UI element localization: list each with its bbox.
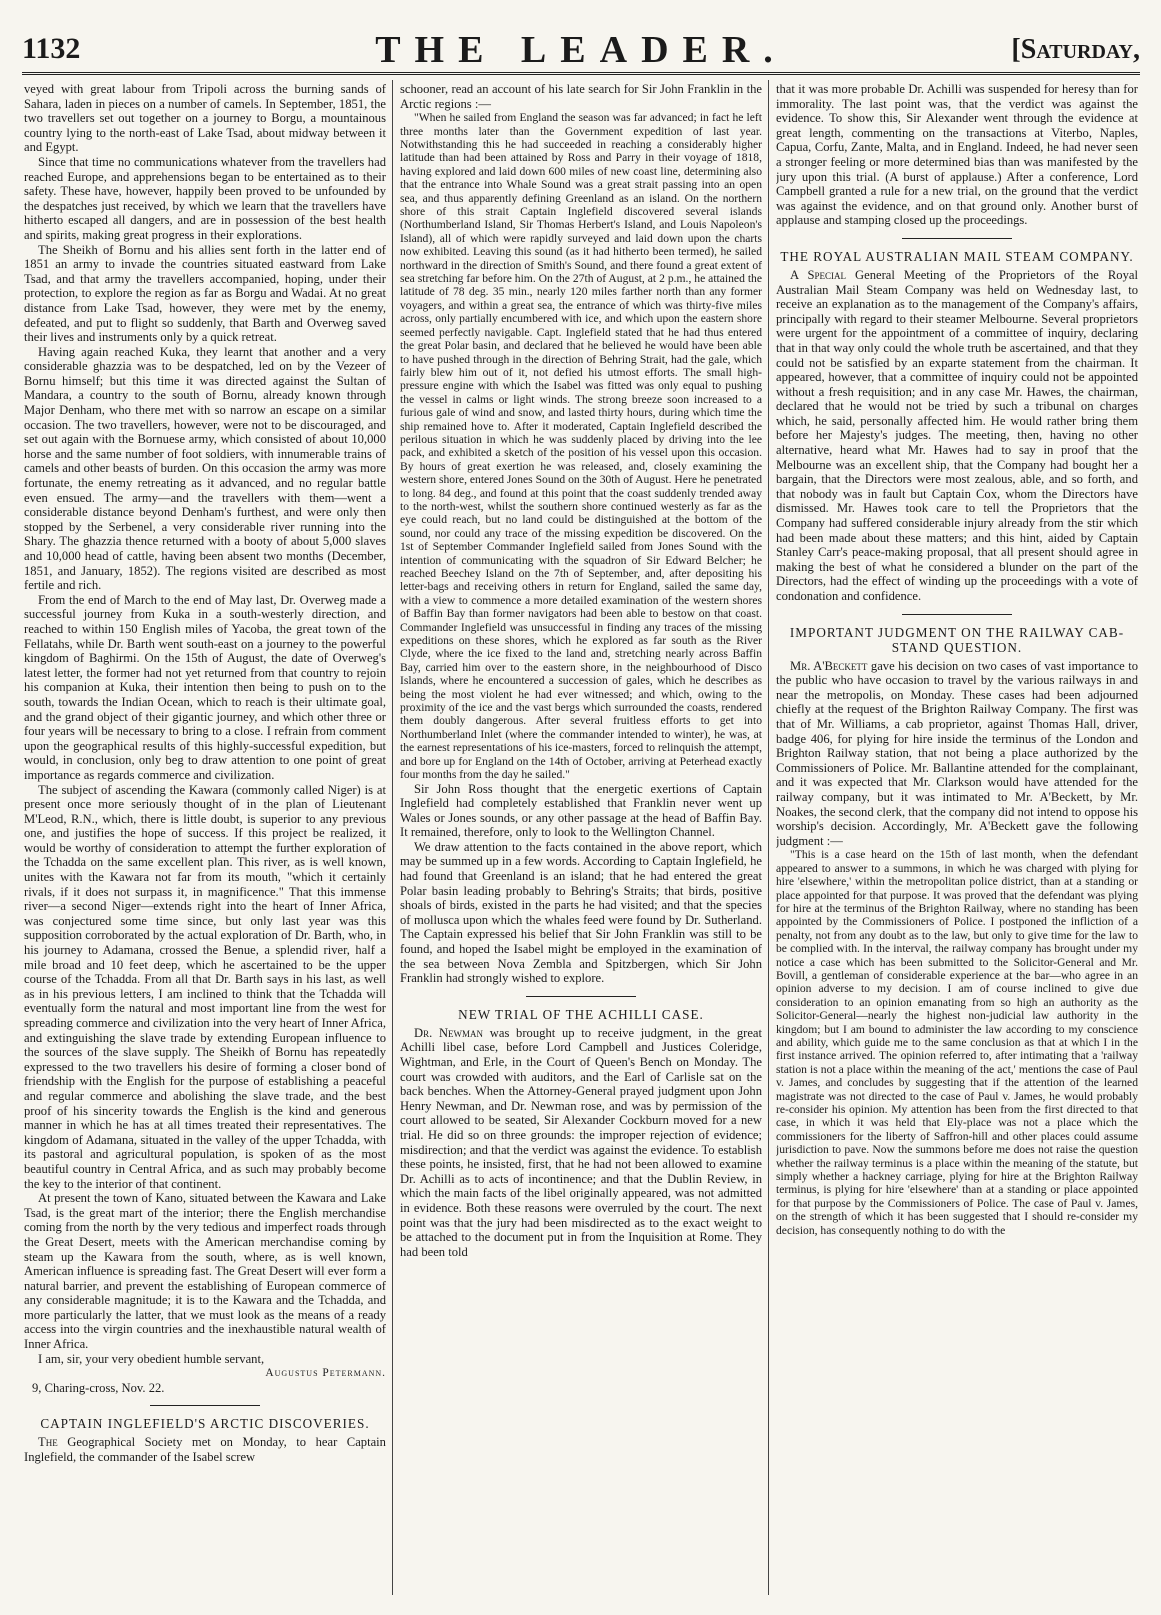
- col2-paragraph: Sir John Ross thought that the energetic exertions of Captain Inglefield had completely established that Franklin never went up Wales or Jones sounds, or any other passage at the head of Baffin Bay. It remained, therefore, only to look to the Wellington Channel.: [400, 781, 762, 840]
- mail-text: General Meeting of the Proprietors of the Royal Australian Mail Steam Company was held on Wednesday last, to receive an explanation as to the management of the Company's affairs, principally with regard to their steamer Melbourne. Several proprietors were urgent for the appointment of a committee of inquiry, declaring that in that way only could the whole truth be ascertained, and that they could not be satisfied by an exparte statement from the chairman. It appeared, however, that a committee of inquiry could not be appointed without a fresh requisition; and in any case Mr. Hawes, the chairman, declared that he would not be tried by such a tribunal on charges which, he said, personally affected him. He would rather bring them before her Majesty's judges. The meeting, then, having no other alternative, heard what Mr. Hawes had to say in proof that the Melbourne was an excellent ship, that the Company had bought her a bargain, that the Directors were most zealous, able, and so forth, and that nobody was in fault but Captain Cox, whom the Directors have dismissed. Mr. Hawes took care to tell the Proprietors that the Company had suffered considerable injury already from the stir which had been made about these matters; and this hint, aided by Captain Stanley Carr's peace-making proposal, that all present should agree in making the best of what he considered a blunder on the part of the Directors, had the effect of winding up the proceedings with a vote of condonation and confidence.: [776, 267, 1138, 603]
- section-rule: [902, 614, 1012, 615]
- achilli-heading: NEW TRIAL OF THE ACHILLI CASE.: [458, 1006, 704, 1022]
- judgment-lead-word: Mr. A'Beckett: [790, 658, 868, 673]
- col1-paragraph: The subject of ascending the Kawara (commonly called Niger) is at present once more seriously thought of in the plan of Lieutenant M'Leod, R.N., which, there is little doubt, is superior to any previous one, and justifies the hope of success. If this project be realized, it would be worthy of consideration to attempt the further exploration of the Tchadda on the same excellent plan. This river, as is well known, unites with the Kawara not far from its mouth, "which it certainly rivals, if it does not surpass it, in magnificence." That this immense river—a second Niger—extends right into the heart of Inner Africa, was conjectured some time since, but only last year was this supposition corroborated by the actual exploration of Dr. Barth, who, in his journey to Adamana, crossed the Benue, a splendid river, half a mile broad and 10 feet deep, which he ascertained to be the upper course of the Tchadda. From all that Dr. Barth says in his last, as well as in his previous letters, I am inclined to think that the Tchadda will eventually form the natural and most important line from the west for spreading commerce and civilization into the very heart of Inner Africa, and extinguishing the slave trade by extending European influence to the sources of the slave supply. The Sheikh of Bornu has repeatedly expressed to the two travellers his desire of forming a closer bond of friendship with the English for the purpose of establishing a peaceful and regular commerce and abolishing the slave trade, and the best proof of his sincerity towards the English is the kind and generous manner in which he has at all times treated their representatives. The kingdom of Adamana, situated in the valley of the upper Tchadda, with its pastoral and agricultural population, is spoken of as the most beautiful country in Central Africa, and as such may probably become the key to the interior of that continent.: [24, 782, 386, 1191]
- column-2: [400, 82, 762, 1592]
- page-number: 1132: [22, 32, 81, 65]
- masthead: [22, 28, 1140, 71]
- col1-paragraph: Having again reached Kuka, they learnt that another and a very considerable ghazzia was to be despatched, led on by the Vezeer of Bornu himself; but this time it was directed against the Sultan of Mandara, a country to the south of Bornu, already known through Major Denham, who there met with so narrow an escape on a similar occasion. The two travellers, however, were not to be discouraged, and set out again with the Bornuese army, which consisted of about 10,000 horse and the same number of foot soldiers, with innumerable trains of camels and other beasts of burden. On this occasion the army was more fortunate, the enemy retreating as it advanced, and no regular battle even ensued. The army—and the travellers with them—went a considerable distance beyond Denham's furthest, and were only then stopped by the Serbenel, a very considerable river running into the Shary. The ghazzia thence returned with a booty of about 5,000 slaves and 10,000 head of cattle, having been absent two months (December, 1851, and January, 1852). The regions visited are described as most fertile and rich.: [24, 344, 386, 593]
- col1-paragraph: From the end of March to the end of May last, Dr. Overweg made a successful journey from Kuka in a south-westerly direction, and reached to within 150 English miles of Yacoba, the great town of the Fellatahs, while Dr. Barth went south-east on a journey to the powerful kingdom of Baghirmi. On the 15th of August, the date of Overweg's latest letter, the former had not yet returned from that country to rejoin his companion at Kuka, their intention then being to push on to the south, towards the Indian Ocean, which to reach is their ultimate goal, and the grand object of their gigantic journey, and which other three or four years will be necessary to bring to a close. I refrain from comment upon the geographical results of this highly-successful expedition, but would, in conclusion, only beg to draw attention to one point of great importance as regards commerce and civilization.: [24, 592, 386, 782]
- letter-closing: I am, sir, your very obedient humble servant,: [38, 1351, 265, 1366]
- section-rule: [526, 996, 636, 997]
- column-divider-1: [392, 80, 393, 1595]
- judgment-quote: "This is a case heard on the 15th of last month, when the defendant appeared to answer to a summons, in which he was charged with plying for hire 'elsewhere,' within the metropolitan police district, than at a standing or place appointed for that purpose. It was proved that the defendant was plying for hire at the terminus of the Brighton Railway, where no standing has been appointed by the Commissioners of Police. I postponed the infliction of a penalty, not from any doubt as to the law, but only to give time for the law to be complied with. In the interval, the railway company has brought under my notice a case which has been submitted to the Solicitor-General and Mr. Bovill, a gentleman of considerable experience at the bar—who agree in an opinion adverse to my decision. I am of course inclined to give due consideration to an opinion emanating from so high an authority as the Solicitor-General—nearly the highest non-judicial law authority in the kingdom; but I am bound to administer the law according to my conscience and ability, which guide me to the same conclusion as that at which I in the first instance arrived. The opinion referred to, after intimating that a 'railway station is not a place within the meaning of the act,' mentions the case of Paul v. James, and concludes by suggesting that if the attention of the learned magistrate was not directed to the case of Paul v. James, he would probably re-consider his opinion. My attention has been from the first directed to that case, in which it was held that Ely-place was not a place which the commissioners for the liberty of Saffron-hill and other places could assume jurisdiction to pave. Now the summons before me does not raise the question whether the railway terminus is a place within the meaning of the statute, but simply whether a hackney carriage, plying for hire at the Brighton Railway terminus, is plying for hire 'elsewhere' than at a standing or place appointed for that purpose by the Commissioners of Police. The case of Paul v. James, on the strength of which it has been suggested that I should re-consider my decision, has consequently nothing to do with the: [776, 848, 1138, 1237]
- col1-paragraph: At present the town of Kano, situated between the Kawara and Lake Tsad, is the great mart of the interior; there the English merchandise coming from the north by the very tedious and imperfect roads through the Great Desert, meets with the American merchandise coming by steam up the Kawara from the south, where, as is well known, American influence is spreading fast. The Great Desert will ever form a natural barrier, and prevent the establishing of European commerce of any considerable magnitude; it is to the Kawara and the Tchadda, and more particularly the latter, that we must look as the means of a ready access into the virgin countries and the inexhaustible natural wealth of Inner Africa.: [24, 1191, 386, 1352]
- arctic-heading: CAPTAIN INGLEFIELD'S ARCTIC DISCOVERIES.: [40, 1416, 370, 1432]
- mail-steam-heading: THE ROYAL AUSTRALIAN MAIL STEAM COMPANY.: [780, 248, 1134, 264]
- newspaper-title: THE LEADER.: [375, 29, 787, 71]
- col1-paragraph: The Sheikh of Bornu and his allies sent forth in the latter end of 1851 an army to invade the countries situated eastward from Lake Tsad, and that army the travellers accompanied, hoping, under their protection, to explore the region as far as Borgu and Wadai. At no great distance from Lake Tsad, however, they were met by the enemy, defeated, and put to flight so suddenly, that Barth and Overweg saved their lives and instruments only by a quick retreat.: [24, 242, 386, 345]
- column-divider-2: [768, 80, 769, 1595]
- masthead-rule: [22, 72, 1140, 75]
- mail-lead-word: A Special: [790, 267, 846, 282]
- cab-stand-heading: IMPORTANT JUDGMENT ON THE RAILWAY CAB-STAND QUESTION.: [789, 624, 1125, 655]
- arctic-continued: schooner, read an account of his late search for Sir John Franklin in the Arctic regions :—: [400, 82, 762, 111]
- judgment-text: gave his decision on two cases of vast importance to the public who have occasion to travel by the various railways in and near the metropolis, on Monday. These cases had been adjourned chiefly at the request of the Brighton Railway Company. The first was that of Mr. Williams, a cab proprietor, against Thomas Hall, driver, badge 406, for plying for hire inside the terminus of the London and Brighton Railway station, that not being a place authorized by the Commissioners of Police. Mr. Ballantine attended for the complainant, and it was expected that Mr. Clarkson would have attended for the railway company, but it was intimated to Mr. A'Beckett, by Mr. Noakes, the second clerk, that the company did not intend to oppose his worship's decision. Accordingly, Mr. A'Beckett gave the following judgment :—: [776, 658, 1138, 848]
- achilli-text: was brought up to receive judgment, in the great Achilli libel case, before Lord Campbell and Justices Coleridge, Wightman, and Erle, in the Court of Queen's Bench on Monday. The court was crowded with auditors, and the Earl of Carlisle sat on the back benches. When the Attorney-General prayed judgment upon John Henry Newman, and Dr. Newman rose, and was by permission of the court allowed to be seated, Sir Alexander Cockburn moved for a new trial. He did so on three grounds: the improper rejection of evidence; misdirection; and that the verdict was against the evidence. To establish these points, he insisted, first, that he had not been allowed to examine Dr. Achilli as to acts of incontinence; and that the Dublin Review, in which the main facts of the libel originally appeared, was not admitted in evidence. Both these reasons were overruled by the court. The next point was that the jury had been misdirected as to the exact weight to be attached to the document put in from the Inquisition at Rome. They had been told: [400, 1025, 762, 1259]
- column-3: [776, 82, 1138, 1592]
- achilli-lead-word: Dr. Newman: [414, 1025, 484, 1040]
- section-rule: [150, 1405, 260, 1406]
- column-1: [24, 82, 386, 1592]
- inglefield-quote: "When he sailed from England the season was far advanced; in fact he left three months later than the Government expedition of last year. Notwithstanding this he had succeeded in reaching a considerably higher latitude than had been attained by Ross and Parry in their voyage of 1818, having explored and laid down 600 miles of new coast line, determining also that the entrance into Whale Sound was a great strait passing into an open sea, and thus apparently defining Greenland as an island. On the northern shore of this strait Captain Inglefield discovered several islands (Northumberland Island, Sir Thomas Herbert's Island, and Louis Napoleon's Island), all of which were rapidly surveyed and laid down upon the charts now exhibited. Leaving this sound (as it had hitherto been termed), he sailed northward in the direction of Smith's Sound, and there found a great extent of sea stretching far before him. On the 27th of August, at 2 p.m., he attained the latitude of 78 deg. 35 min., nearly 120 miles farther north than any former voyagers, and within a great sea, the entrance of which was thirty-five miles across, only partially encumbered with ice, and which upon the eastern shore seemed perfectly navigable. Capt. Inglefield stated that he had thus entered the great Polar basin, and declared that he believed he would have been able to have pushed through in the direction of Behring Strait, had the gale, which fairly blew him out of it, not defied his utmost efforts. The small high-pressure engine with which the Isabel was fitted was only equal to pushing the vessel in calms or light winds. The strong breeze soon increased to a furious gale of wind and snow, and lasted thirty hours, during which time the ship remained hove to. After it moderated, Captain Inglefield described the perilous situation in which he was suddenly placed by driving into the lee pack, and exhibited a sketch of the position of his vessel upon this occasion. By hours of great exertion he was released, and, closely examining the western shore, entered Jones Sound on the 30th of August. Here he penetrated to long. 84 deg., and found at this point that the coast suddenly trended away to the north-west, whilst the southern shore continued westerly as far as the eye could reach, but no land could be distinguished at the bottom of the sound, nor could any trace of the missing expedition be discovered. On the 1st of September Commander Inglefield sailed from Jones Sound with the intention of communicating with the squadron of Sir Edward Belcher; he reached Beechey Island on the 7th of September, and, after depositing his letter-bags and receiving others in return for England, sailed the same day, with a view to commence a more detailed examination of the western shores of Baffin Bay than former navigators had been able to bestow on that coast. Commander Inglefield was unsuccessful in finding any traces of the missing expeditions on these shores, which he explored as far south as the River Clyde, where the ice fixed to the land and, stretching nearly across Baffin Bay, carried him over to the eastern shore, in the neighbourhood of Disco Islands, where he encountered a succession of gales, which he describes as being the most violent he had ever witnessed; and which, owing to the proximity of the ice and the vast bergs which surrounded the coasts, rendered them doubly dangerous. After several fruitless efforts to get into Northumberland Inlet (where the commander intended to winter), he was, at the earnest representations of his ice-masters, forced to relinquish the attempt, and bore up for England on the 14th of October, arriving at Peterhead exactly four months from the day he sailed.": [400, 111, 762, 782]
- letter-signature: Augustus Petermann.: [265, 1367, 386, 1380]
- col1-paragraph: Since that time no communications whatever from the travellers had reached Europe, and apprehensions began to be entertained as to their safety. These have, however, happily been proved to be unfounded by the despatches just received, by which we learn that the travellers have hitherto escaped all dangers, and are in possession of the best health and spirits, making great progress in their explorations.: [24, 154, 386, 242]
- arctic-lead-word: The: [38, 1435, 58, 1450]
- section-rule: [902, 238, 1012, 239]
- col1-paragraph: veyed with great labour from Tripoli across the burning sands of Sahara, laden in pieces on a number of camels. In September, 1851, the two travellers set out together on a journey to Borgu, a mountainous country lying to the north-east of Lake Tsad, about midway between it and Egypt.: [24, 82, 386, 155]
- achilli-continued: that it was more probable Dr. Achilli was suspended for heresy than for immorality. The last point was, that the verdict was against the evidence. To show this, Sir Alexander went through the evidence at great length, commenting on the transactions at Viterbo, Naples, Capua, Corfu, Zante, Malta, and in England. Indeed, he had never seen a stronger feeling or more determined bias than was manifested by the jury upon this trial. (A burst of applause.) After a conference, Lord Campbell granted a rule for a new trial, on the ground that the verdict was against the evidence, and on that ground only. Another burst of applause and stamping closed up the proceedings.: [776, 82, 1138, 228]
- letter-dateline: 9, Charing-cross, Nov. 22.: [32, 1380, 165, 1395]
- issue-day: [Saturday,: [1011, 34, 1140, 65]
- arctic-intro: Geographical Society met on Monday, to hear Captain Inglefield, the commander of the Isabel screw: [24, 1435, 386, 1465]
- col2-paragraph: We draw attention to the facts contained in the above report, which may be summed up in a few words. According to Captain Inglefield, he had found that Greenland is an island; that he had entered the great Polar basin leading probably to Behring's Straits; that birds, positive shoals of birds, existed in the parts he had visited; and that the species of mollusca upon which the whales feed were found by Dr. Sutherland. The Captain expressed his belief that Sir John Franklin was still to be found, and hoped the Isabel might be employed in the examination of the sea between Nova Zembla and Spitzbergen, which Sir John Franklin had strongly wished to explore.: [400, 839, 762, 986]
